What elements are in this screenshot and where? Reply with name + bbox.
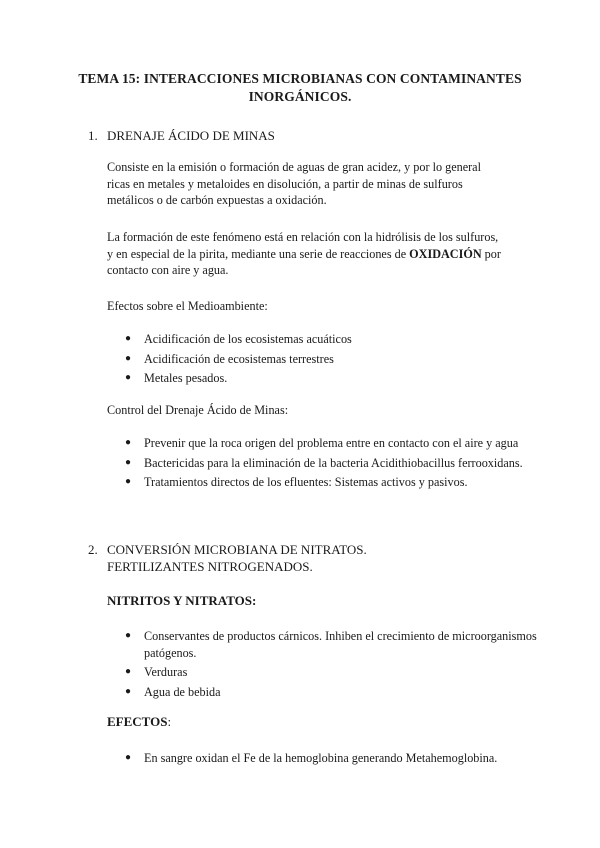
list-item [107,750,537,767]
list-item [107,628,537,661]
effects-subheading-text: EFECTOS [107,714,168,729]
bullet-icon: ● [125,476,132,487]
section-1-number: 1. [88,128,98,143]
bullet-icon: ● [125,666,132,677]
list-item-text: Prevenir que la roca origen del problema entre en contacto con el aire y agua [144,436,519,450]
bullet-icon: ● [125,630,132,641]
list-item-text: Conservantes de productos cárnicos. Inhiben el crecimiento de microorganismos patógenos. [144,629,537,660]
effects-subheading-colon: : [167,714,172,729]
section-2-title: CONVERSIÓN MICROBIANA DE NITRATOS. FERTILIZANTES NITROGENADOS. [107,542,367,574]
bullet-icon: ● [125,437,132,448]
effects-2-list [107,750,537,770]
list-item [107,455,537,472]
list-item-text: Agua de bebida [144,684,221,699]
bullet-icon: ● [125,352,132,364]
list-item-text: Acidificación de los ecosistemas acuáticos [144,332,352,346]
list-item [107,435,537,452]
list-item [107,351,537,368]
bullet-icon: ● [125,372,132,383]
section-2-number: 2. [88,542,98,557]
control-label: Control del Drenaje Ácido de Minas: [107,403,289,417]
nitrites-nitrates-subheading: NITRITOS Y NITRATOS: [107,593,257,608]
bullet-icon: ● [125,685,132,697]
list-item-text: En sangre oxidan el Fe de la hemoglobina generando Metahemoglobina. [144,751,498,765]
bullet-icon: ● [125,456,132,468]
effects-list [107,331,537,390]
controls-list [107,435,537,494]
effects-subheading [107,714,171,730]
list-item-text: Acidificación de ecosistemas terrestres [144,351,334,366]
list-item-text: Verduras [144,665,188,679]
section-1-title: DRENAJE ÁCIDO DE MINAS [107,128,275,143]
list-item [107,370,537,387]
list-item [107,474,537,491]
list-item [107,684,537,701]
page-title: TEMA 15: INTERACCIONES MICROBIANAS CON CONTAMINANTES INORGÁNICOS. [78,71,522,104]
section-1-paragraph-2 [107,229,502,279]
nitrites-list [107,628,537,703]
list-item-text: Tratamientos directos de los efluentes: Sistemas activos y pasivos. [144,475,468,489]
list-item-text: Bactericidas para la eliminación de la bacteria Acidithiobacillus ferrooxidans. [144,455,523,470]
list-item [107,664,537,681]
list-item-text: Metales pesados. [144,371,228,385]
oxidation-bold-term: OXIDACIÓN [409,246,482,261]
bullet-icon: ● [125,333,132,344]
section-1-paragraph-1: Consiste en la emisión o formación de aguas de gran acidez, y por lo general ricas en metales y metaloides en disolución, a partir de minas de sulfuros metálicos o de carbón expuestas a oxidación. [107,160,481,207]
paragraph-2-text-start: La formación de este fenómeno está en relación con la hidrólisis de los sulfuros, y en especial de la pirita, mediante una serie de reacciones de [107,230,499,261]
paragraph-2-text-end: por contacto con aire y agua. [107,246,501,277]
effects-label: Efectos sobre el Medioambiente: [107,299,268,313]
bullet-icon: ● [125,752,132,763]
list-item [107,331,537,348]
